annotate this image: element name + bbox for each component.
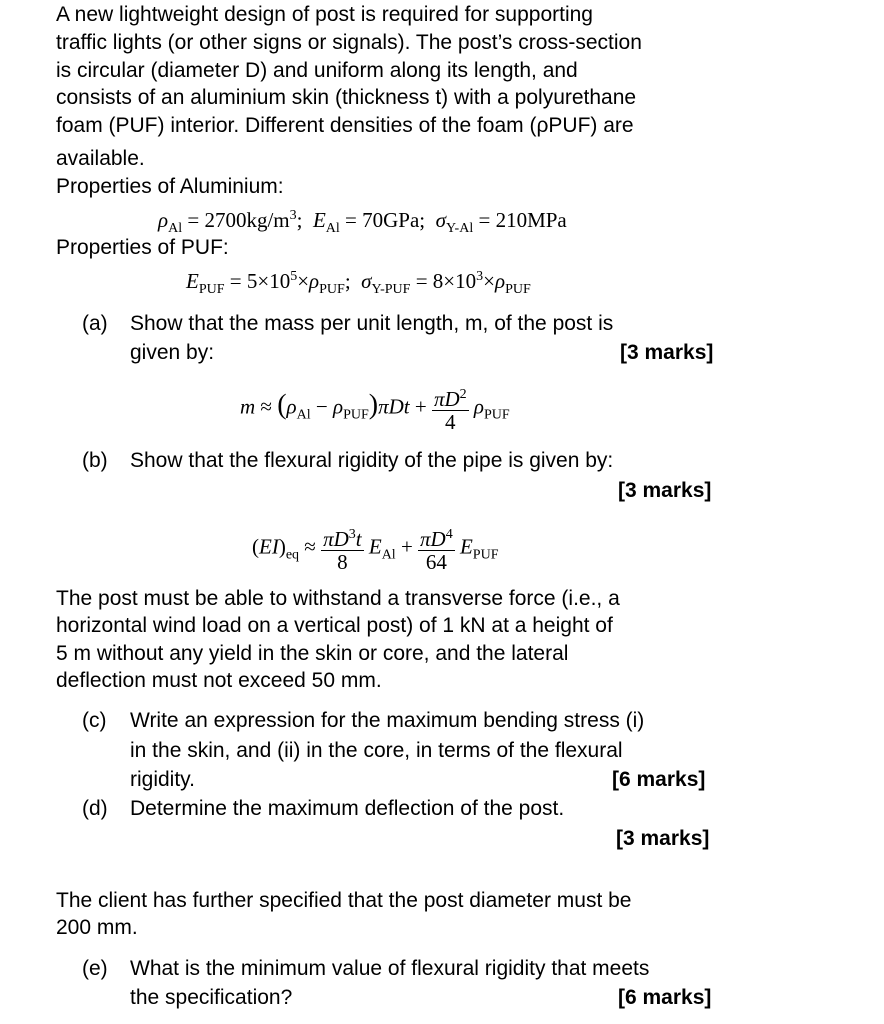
part-e-marks: [6 marks]	[618, 986, 712, 1009]
requirement-line-4: deflection must not exceed 50 mm.	[56, 669, 382, 692]
part-a-line-2: given by:	[130, 341, 215, 364]
part-b-line-1: Show that the flexural rigidity of the pipe is given by:	[130, 449, 614, 472]
part-c-line-3: rigidity.	[130, 768, 195, 791]
part-c-line-1: Write an expression for the maximum bending stress (i)	[130, 709, 645, 732]
part-b-label: (b)	[82, 449, 108, 472]
part-d-marks: [3 marks]	[616, 827, 710, 850]
mass-fraction: $\frac{\pi D^2}{4}$	[432, 384, 469, 433]
requirement-line-2: horizontal wind load on a vertical post) of 1 kN at a height of	[56, 614, 613, 637]
intro-line-2: traffic lights (or other signs or signals). The post’s cross-section	[56, 31, 642, 54]
puf-modulus-exp: 5	[290, 269, 298, 284]
part-a-line-1: Show that the mass per unit length, m, of the post is	[130, 312, 614, 335]
part-a-label: (a)	[82, 312, 108, 335]
rigidity-fraction-skin: $\frac{\pi D^3t}{8}$	[321, 524, 364, 573]
aluminium-rho: 2700kg/m	[204, 208, 290, 232]
aluminium-equation: $\rho_{Al} = 2700kg/m^3$; $E_{Al} = 70GPa$; $\sigma_{Y-Al} = 210MPa$	[158, 208, 567, 237]
puf-heading: Properties of PUF:	[56, 236, 229, 259]
mass-equation: $m \approx (\rho_{Al} - \rho_{PUF})\pi Dt$ + $\frac{\pi D^2}{4}$ $\rho_{PUF}$	[240, 384, 510, 433]
puf-yield-coef: 8×10	[432, 269, 477, 293]
part-d-line-1: Determine the maximum deflection of the post.	[130, 797, 565, 820]
client-line-1: The client has further specified that the post diameter must be	[56, 889, 632, 912]
part-b-marks: [3 marks]	[618, 479, 712, 502]
part-e-line-1: What is the minimum value of flexural rigidity that meets	[130, 957, 650, 980]
part-e-line-2: the specification?	[130, 986, 293, 1009]
intro-line-3: is circular (diameter D) and uniform along its length, and	[56, 59, 578, 82]
aluminium-yield: 210MPa	[495, 208, 567, 232]
requirement-line-1: The post must be able to withstand a transverse force (i.e., a	[56, 587, 620, 610]
puf-equation: $E_{PUF} = 5\times 10^5\times\rho_{PUF}$; $\sigma_{Y-PUF} = 8\times 10^3\times\rho_{PUF}$	[186, 269, 531, 298]
aluminium-heading: Properties of Aluminium:	[56, 175, 284, 198]
aluminium-rho-exp: 3	[289, 208, 297, 223]
intro-line-1: A new lightweight design of post is required for supporting	[56, 3, 593, 26]
client-line-2: 200 mm.	[56, 916, 138, 939]
part-d-label: (d)	[82, 797, 108, 820]
aluminium-modulus: 70GPa	[362, 208, 420, 232]
intro-line-6: available.	[56, 147, 145, 170]
rigidity-equation: $(EI)_{eq}$ ≈ $\frac{\pi D^3t}{8}$ $E_{Al}$ + $\frac{\pi D^4}{64}$ $E_{PUF}$	[252, 524, 498, 573]
puf-modulus-coef: 5×10	[246, 269, 291, 293]
part-c-label: (c)	[82, 709, 107, 732]
intro-line-4: consists of an aluminium skin (thickness t) with a polyurethane	[56, 86, 637, 109]
requirement-line-3: 5 m without any yield in the skin or core, and the lateral	[56, 642, 569, 665]
rigidity-fraction-core: $\frac{\pi D^4}{64}$	[418, 524, 455, 573]
part-c-line-2: in the skin, and (ii) in the core, in terms of the flexural	[130, 739, 623, 762]
part-a-marks: [3 marks]	[620, 341, 714, 364]
puf-yield-exp: 3	[476, 269, 484, 284]
part-e-label: (e)	[82, 957, 108, 980]
part-c-marks: [6 marks]	[612, 768, 706, 791]
intro-line-5: foam (PUF) interior. Different densities of the foam (ρPUF) are	[56, 114, 634, 137]
